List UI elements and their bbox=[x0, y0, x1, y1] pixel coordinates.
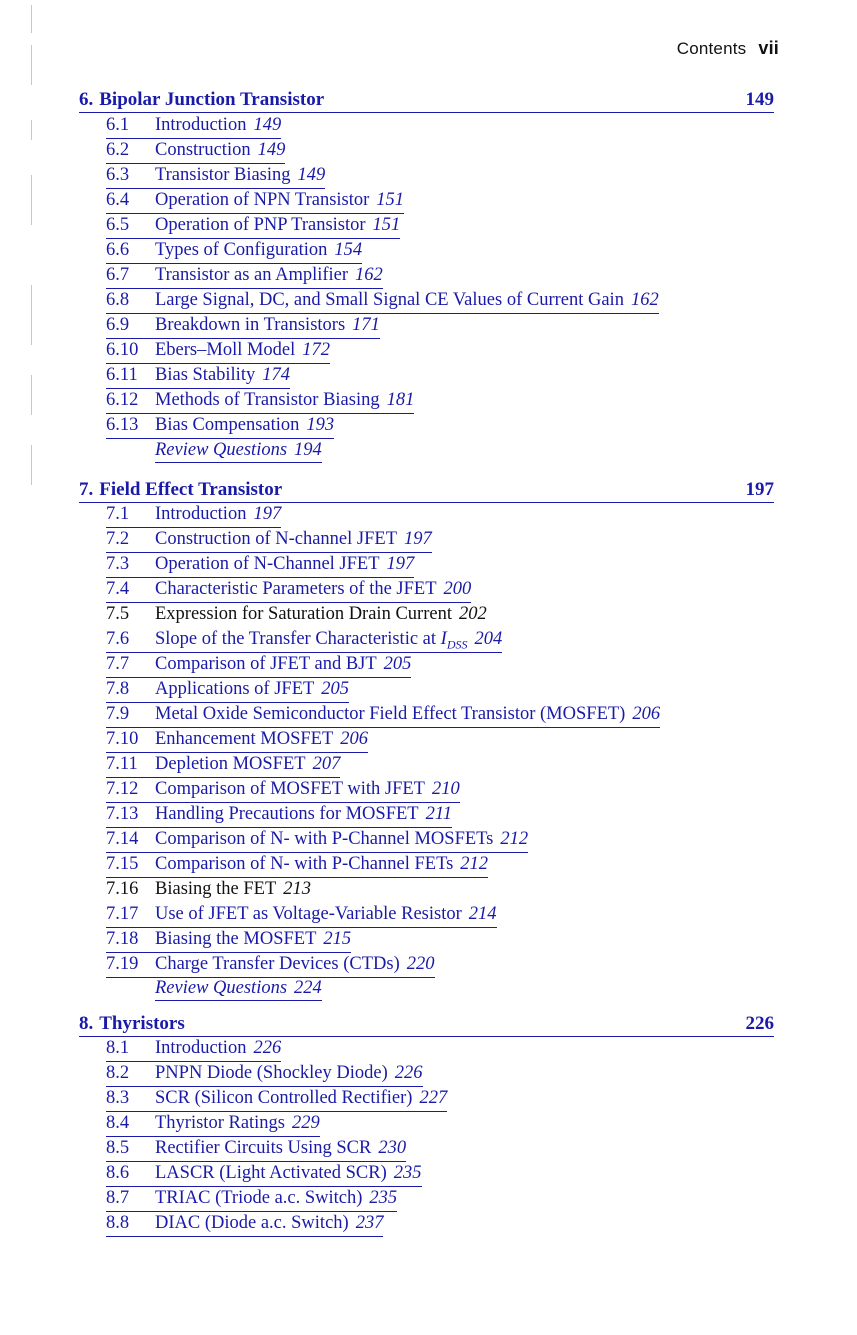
section-number: 6.13 bbox=[106, 415, 139, 435]
toc-section-7-17[interactable] bbox=[106, 902, 497, 928]
section-page: 149 bbox=[257, 140, 286, 160]
section-title: Operation of PNP Transistor bbox=[155, 215, 366, 235]
section-page: 149 bbox=[297, 165, 326, 185]
toc-section-6-3[interactable] bbox=[106, 163, 325, 189]
toc-section-6-6[interactable] bbox=[106, 238, 362, 264]
toc-chapter-7[interactable] bbox=[79, 478, 774, 503]
toc-section-6-5[interactable] bbox=[106, 213, 400, 239]
section-number: 7.16 bbox=[106, 879, 139, 899]
section-number: 8.6 bbox=[106, 1163, 130, 1183]
section-title: Types of Configuration bbox=[155, 240, 328, 260]
section-number: 7.15 bbox=[106, 854, 139, 874]
toc-section-8-8[interactable] bbox=[106, 1211, 383, 1237]
section-number: 7.2 bbox=[106, 529, 130, 549]
section-page: 211 bbox=[425, 804, 452, 824]
section-page: 230 bbox=[378, 1138, 407, 1158]
toc-section-6-12[interactable] bbox=[106, 388, 414, 414]
review-page: 224 bbox=[294, 978, 322, 998]
toc-section-7-3[interactable] bbox=[106, 552, 414, 578]
section-page: 207 bbox=[312, 754, 341, 774]
section-page: 197 bbox=[404, 529, 432, 549]
section-title: Methods of Transistor Biasing bbox=[155, 390, 380, 410]
toc-section-6-1[interactable] bbox=[106, 113, 281, 139]
section-number: 6.10 bbox=[106, 340, 139, 360]
idss-symbol: I bbox=[440, 629, 447, 649]
section-number: 8.2 bbox=[106, 1063, 130, 1083]
section-page: 172 bbox=[302, 340, 331, 360]
toc-section-7-12[interactable] bbox=[106, 777, 460, 803]
margin-scan-marks bbox=[31, 5, 33, 485]
toc-section-7-7[interactable] bbox=[106, 652, 411, 678]
section-page: 212 bbox=[500, 829, 529, 849]
section-page: 227 bbox=[419, 1088, 448, 1108]
section-number: 7.6 bbox=[106, 629, 130, 649]
section-title: Breakdown in Transistors bbox=[155, 315, 346, 335]
section-title: Introduction bbox=[155, 1038, 247, 1058]
section-page: 220 bbox=[406, 954, 435, 974]
section-page: 151 bbox=[372, 215, 401, 235]
section-number: 8.8 bbox=[106, 1213, 130, 1233]
chapter-number: 8. bbox=[79, 1013, 94, 1034]
toc-section-6-7[interactable] bbox=[106, 263, 383, 289]
section-title: Use of JFET as Voltage-Variable Resistor bbox=[155, 904, 462, 924]
section-title: SCR (Silicon Controlled Rectifier) bbox=[155, 1088, 413, 1108]
section-page: 226 bbox=[253, 1038, 282, 1058]
chapter-page: 149 bbox=[745, 89, 774, 110]
section-title: Depletion MOSFET bbox=[155, 754, 306, 774]
idss-subscript: DSS bbox=[446, 637, 468, 652]
section-number: 6.9 bbox=[106, 315, 130, 335]
section-number: 7.3 bbox=[106, 554, 130, 574]
section-title: LASCR (Light Activated SCR) bbox=[155, 1163, 387, 1183]
toc-section-7-6[interactable] bbox=[106, 627, 502, 653]
toc-section-7-4[interactable] bbox=[106, 577, 471, 603]
toc-section-7-15[interactable] bbox=[106, 852, 488, 878]
toc-section-7-16 bbox=[106, 877, 311, 902]
toc-section-7-8[interactable] bbox=[106, 677, 349, 703]
chapter-title: Bipolar Junction Transistor bbox=[99, 89, 325, 110]
section-number: 7.12 bbox=[106, 779, 139, 799]
section-number: 6.11 bbox=[106, 365, 138, 385]
chapter-page: 197 bbox=[745, 479, 774, 500]
section-number: 8.5 bbox=[106, 1138, 130, 1158]
section-number: 6.4 bbox=[106, 190, 130, 210]
section-page: 214 bbox=[468, 904, 497, 924]
section-title: TRIAC (Triode a.c. Switch) bbox=[155, 1188, 363, 1208]
chapter-page: 226 bbox=[745, 1013, 774, 1034]
toc-section-6-13[interactable] bbox=[106, 413, 334, 439]
section-page: 202 bbox=[458, 604, 487, 624]
section-title: Applications of JFET bbox=[155, 679, 315, 699]
section-number: 7.9 bbox=[106, 704, 130, 724]
section-number: 7.19 bbox=[106, 954, 139, 974]
section-page: 162 bbox=[355, 265, 383, 285]
toc-section-7-14[interactable] bbox=[106, 827, 528, 853]
toc-section-7-9[interactable] bbox=[106, 702, 660, 728]
section-number: 7.17 bbox=[106, 904, 139, 924]
section-title: Characteristic Parameters of the JFET bbox=[155, 579, 437, 599]
section-page: 213 bbox=[283, 879, 312, 899]
toc-section-7-13[interactable] bbox=[106, 802, 452, 828]
section-number: 6.3 bbox=[106, 165, 130, 185]
section-page: 181 bbox=[386, 390, 415, 410]
toc-section-7-5 bbox=[106, 602, 487, 627]
toc-section-8-3[interactable] bbox=[106, 1086, 447, 1112]
section-title: Rectifier Circuits Using SCR bbox=[155, 1138, 372, 1158]
section-title: Large Signal, DC, and Small Signal CE Values of Current Gain bbox=[155, 290, 624, 310]
toc-section-8-1[interactable] bbox=[106, 1036, 281, 1062]
section-title: Handling Precautions for MOSFET bbox=[155, 804, 419, 824]
toc-chapter-8[interactable] bbox=[79, 1012, 774, 1037]
toc-section-6-11[interactable] bbox=[106, 363, 290, 389]
review-title: Review Questions bbox=[155, 978, 288, 998]
toc-section-7-10[interactable] bbox=[106, 727, 368, 753]
toc-section-7-1[interactable] bbox=[106, 502, 281, 528]
section-number: 6.8 bbox=[106, 290, 130, 310]
section-number: 7.4 bbox=[106, 579, 130, 599]
section-title: Charge Transfer Devices (CTDs) bbox=[155, 954, 400, 974]
section-title: Bias Stability bbox=[155, 365, 256, 385]
section-page: 212 bbox=[460, 854, 489, 874]
section-page: 229 bbox=[292, 1113, 320, 1133]
section-page: 206 bbox=[340, 729, 369, 749]
review-title: Review Questions bbox=[155, 440, 288, 460]
section-number: 7.8 bbox=[106, 679, 130, 699]
toc-chapter-6[interactable] bbox=[79, 88, 774, 113]
section-page: 174 bbox=[262, 365, 290, 385]
section-number: 7.14 bbox=[106, 829, 139, 849]
chapter-title: Field Effect Transistor bbox=[99, 479, 283, 500]
section-number: 6.1 bbox=[106, 115, 130, 135]
section-number: 6.6 bbox=[106, 240, 130, 260]
section-number: 8.3 bbox=[106, 1088, 130, 1108]
section-title: Ebers–Moll Model bbox=[155, 340, 296, 360]
toc-review-questions-6[interactable] bbox=[155, 438, 322, 463]
section-page: 237 bbox=[355, 1213, 384, 1233]
section-number: 7.11 bbox=[106, 754, 138, 774]
section-number: 8.1 bbox=[106, 1038, 130, 1058]
chapter-title: Thyristors bbox=[99, 1013, 185, 1034]
toc-review-questions-7[interactable] bbox=[155, 976, 322, 1001]
section-title: Comparison of N- with P-Channel FETs bbox=[155, 854, 454, 874]
toc-section-6-2[interactable] bbox=[106, 138, 285, 164]
section-title: Metal Oxide Semiconductor Field Effect Transistor (MOSFET) bbox=[155, 704, 626, 724]
section-number: 7.18 bbox=[106, 929, 139, 949]
chapter-number: 6. bbox=[79, 89, 94, 110]
section-number: 6.5 bbox=[106, 215, 130, 235]
section-page: 204 bbox=[474, 629, 503, 649]
section-number: 6.2 bbox=[106, 140, 130, 160]
section-number: 6.7 bbox=[106, 265, 130, 285]
toc-section-8-4[interactable] bbox=[106, 1111, 320, 1137]
toc-section-8-7[interactable] bbox=[106, 1186, 397, 1212]
section-page: 151 bbox=[376, 190, 405, 210]
section-number: 8.4 bbox=[106, 1113, 130, 1133]
section-title: Transistor as an Amplifier bbox=[155, 265, 349, 285]
section-page: 235 bbox=[369, 1188, 398, 1208]
section-title: Construction bbox=[155, 140, 251, 160]
section-title: Expression for Saturation Drain Current bbox=[155, 604, 452, 624]
section-number: 7.7 bbox=[106, 654, 130, 674]
toc-section-7-11[interactable] bbox=[106, 752, 340, 778]
section-number: 8.7 bbox=[106, 1188, 130, 1208]
section-page: 197 bbox=[253, 504, 282, 524]
chapter-number: 7. bbox=[79, 479, 94, 500]
toc-section-6-10[interactable] bbox=[106, 338, 330, 364]
section-page: 154 bbox=[334, 240, 363, 260]
section-page: 210 bbox=[431, 779, 460, 799]
section-title: Biasing the FET bbox=[155, 879, 277, 899]
section-page: 226 bbox=[394, 1063, 423, 1083]
toc-section-7-19[interactable] bbox=[106, 952, 435, 978]
section-page: 215 bbox=[323, 929, 352, 949]
section-title: Comparison of JFET and BJT bbox=[155, 654, 377, 674]
section-title: Introduction bbox=[155, 504, 247, 524]
section-title: DIAC (Diode a.c. Switch) bbox=[155, 1213, 349, 1233]
section-number: 7.10 bbox=[106, 729, 139, 749]
toc-section-8-6[interactable] bbox=[106, 1161, 422, 1187]
section-page: 171 bbox=[352, 315, 380, 335]
section-title: Introduction bbox=[155, 115, 247, 135]
header-label: Contents bbox=[676, 39, 747, 58]
toc-section-6-9[interactable] bbox=[106, 313, 380, 339]
section-number: 7.1 bbox=[106, 504, 130, 524]
section-page: 200 bbox=[443, 579, 472, 599]
toc-section-6-4[interactable] bbox=[106, 188, 404, 214]
running-header bbox=[677, 38, 779, 59]
section-title: Operation of NPN Transistor bbox=[155, 190, 370, 210]
section-page: 162 bbox=[630, 290, 659, 310]
review-page: 194 bbox=[294, 440, 322, 460]
section-number: 7.13 bbox=[106, 804, 139, 824]
section-page: 206 bbox=[632, 704, 661, 724]
section-title: Bias Compensation bbox=[155, 415, 300, 435]
toc-section-6-8[interactable] bbox=[106, 288, 659, 314]
section-title: Transistor Biasing bbox=[155, 165, 291, 185]
toc-section-7-2[interactable] bbox=[106, 527, 432, 553]
section-title: Biasing the MOSFET bbox=[155, 929, 317, 949]
section-title: PNPN Diode (Shockley Diode) bbox=[155, 1063, 388, 1083]
section-title: Operation of N-Channel JFET bbox=[155, 554, 380, 574]
section-title: Comparison of MOSFET with JFET bbox=[155, 779, 425, 799]
section-title: Construction of N-channel JFET bbox=[155, 529, 397, 549]
section-title: Enhancement MOSFET bbox=[155, 729, 334, 749]
section-page: 205 bbox=[321, 679, 350, 699]
section-number: 7.5 bbox=[106, 604, 130, 624]
section-title: Comparison of N- with P-Channel MOSFETs bbox=[155, 829, 494, 849]
page-folio: vii bbox=[758, 38, 779, 58]
section-page: 205 bbox=[383, 654, 412, 674]
toc-section-8-5[interactable] bbox=[106, 1136, 406, 1162]
section-number: 6.12 bbox=[106, 390, 139, 410]
section-page: 193 bbox=[306, 415, 335, 435]
section-page: 149 bbox=[253, 115, 282, 135]
section-page: 197 bbox=[386, 554, 415, 574]
toc-section-8-2[interactable] bbox=[106, 1061, 423, 1087]
section-title: Slope of the Transfer Characteristic at bbox=[155, 629, 437, 649]
section-title: Thyristor Ratings bbox=[155, 1113, 286, 1133]
toc-section-7-18[interactable] bbox=[106, 927, 351, 953]
section-page: 235 bbox=[393, 1163, 422, 1183]
